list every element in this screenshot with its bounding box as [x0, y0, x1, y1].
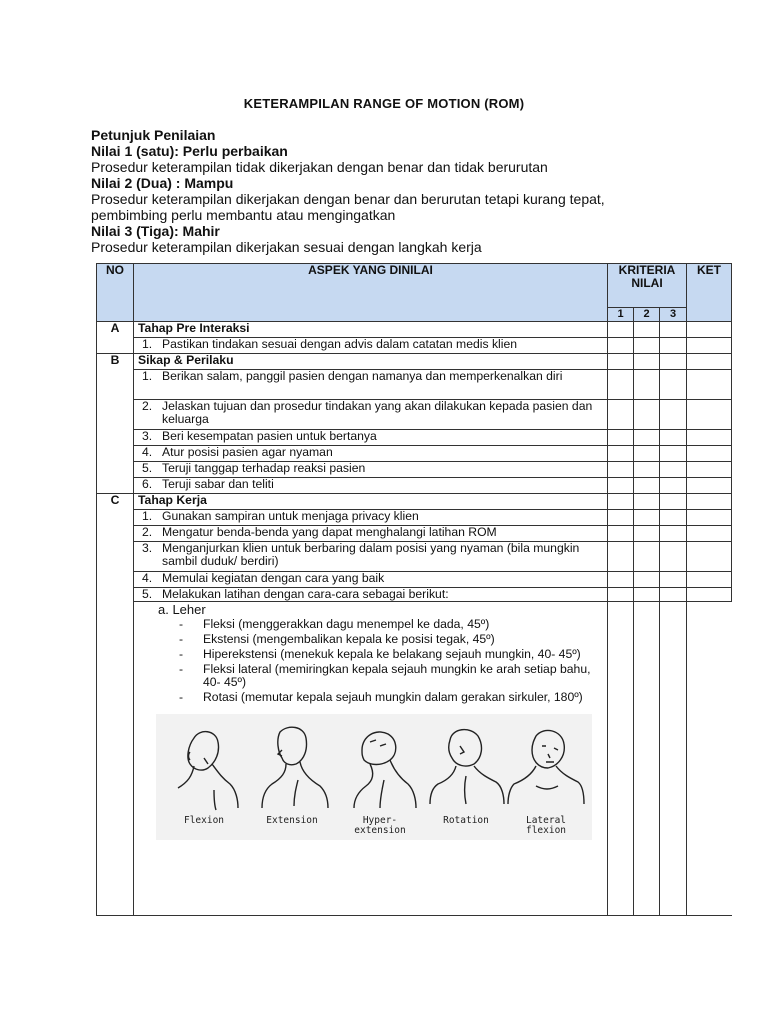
ket-cell[interactable]	[687, 354, 732, 370]
lateral-flexion-label-1: Lateral	[525, 815, 567, 826]
ket-cell[interactable]	[687, 430, 732, 446]
score-cell[interactable]	[608, 588, 634, 602]
ket-cell[interactable]	[687, 572, 732, 588]
score-cell[interactable]	[634, 510, 660, 526]
score-cell[interactable]	[608, 462, 634, 478]
rotation-label: Rotation	[443, 815, 489, 826]
item-text: Mengatur benda-benda yang dapat menghalangi latihan ROM	[162, 525, 497, 539]
item-cell	[134, 400, 608, 430]
score-cell[interactable]	[634, 572, 660, 588]
score-cell[interactable]	[634, 370, 660, 400]
score-cell[interactable]	[608, 354, 634, 370]
item-text: Teruji tanggap terhadap reaksi pasien	[162, 461, 366, 475]
item-text: Berikan salam, panggil pasien dengan namanya dan memperkenalkan diri	[162, 369, 563, 383]
movement-item	[138, 633, 603, 646]
section-a-title: Tahap Pre Interaksi	[134, 322, 608, 338]
ket-cell[interactable]	[687, 602, 732, 916]
ket-cell[interactable]	[687, 510, 732, 526]
dash-bullet: -	[179, 647, 184, 661]
header-aspek: ASPEK YANG DINILAI	[134, 264, 608, 322]
flexion-label: Flexion	[183, 815, 225, 826]
table-row	[97, 494, 732, 510]
lateral-flexion-figure	[506, 720, 586, 838]
item-text: Gunakan sampiran untuk menjaga privacy klien	[162, 509, 419, 523]
item-text: Beri kesempatan pasien untuk bertanya	[162, 429, 377, 443]
section-c-no: C	[97, 494, 134, 916]
item-cell	[134, 338, 608, 354]
item-text: Teruji sabar dan teliti	[162, 477, 274, 491]
score-cell[interactable]	[660, 602, 687, 916]
table-row	[97, 322, 732, 338]
score-cell[interactable]	[634, 338, 660, 354]
score-cell[interactable]	[660, 542, 687, 572]
score-1-description: Prosedur keterampilan tidak dikerjakan dengan benar dan tidak berurutan	[91, 159, 548, 175]
movement-text: Hiperekstensi (menekuk kepala ke belakang sejauh mungkin, 40- 45º)	[203, 647, 581, 661]
movement-item	[138, 648, 603, 661]
header-kriteria: KRITERIA	[618, 263, 676, 277]
extension-label: Extension	[266, 815, 318, 826]
item-number: 1.	[142, 509, 153, 523]
score-cell[interactable]	[608, 494, 634, 510]
movement-item	[138, 618, 603, 631]
item-number: 1.	[142, 369, 153, 383]
score-cell[interactable]	[634, 462, 660, 478]
header-ket: KET	[687, 264, 732, 322]
flexion-drawing	[164, 720, 244, 815]
item-cell	[134, 588, 608, 602]
score-cell[interactable]	[634, 446, 660, 462]
score-cell[interactable]	[608, 542, 634, 572]
score-cell[interactable]	[660, 354, 687, 370]
header-nilai: NILAI	[631, 276, 663, 290]
table-row	[97, 462, 732, 478]
score-cell[interactable]	[634, 430, 660, 446]
ket-cell[interactable]	[687, 494, 732, 510]
score-cell[interactable]	[634, 588, 660, 602]
ket-cell[interactable]	[687, 588, 732, 602]
item-text: Pastikan tindakan sesuai dengan advis dalam catatan medis klien	[162, 337, 518, 351]
hyperextension-drawing	[340, 720, 420, 815]
score-cell[interactable]	[660, 400, 687, 430]
movement-text: Rotasi (memutar kepala sejauh mungkin dalam gerakan sirkuler, 180º)	[203, 690, 583, 704]
score-cell[interactable]	[660, 446, 687, 462]
lateral-flexion-drawing	[506, 720, 586, 815]
score-3-label: Nilai 3 (Tiga): Mahir	[91, 223, 220, 239]
score-cell[interactable]	[634, 354, 660, 370]
hyperextension-figure	[340, 720, 420, 838]
dash-bullet: -	[179, 662, 184, 676]
ket-cell[interactable]	[687, 370, 732, 400]
score-cell[interactable]	[660, 572, 687, 588]
item-number: 1.	[142, 337, 153, 351]
ket-cell[interactable]	[687, 338, 732, 354]
header-score-3: 3	[660, 308, 687, 322]
item-number: 5.	[142, 587, 153, 601]
score-cell[interactable]	[634, 478, 660, 494]
ket-cell[interactable]	[687, 446, 732, 462]
item-number: 3.	[142, 541, 153, 555]
score-cell[interactable]	[634, 400, 660, 430]
score-cell[interactable]	[608, 510, 634, 526]
score-cell[interactable]	[660, 338, 687, 354]
table-row	[97, 370, 732, 400]
table-row	[97, 602, 732, 916]
table-row	[97, 572, 732, 588]
item-text: Atur posisi pasien agar nyaman	[162, 445, 333, 459]
item-cell	[134, 446, 608, 462]
score-3-description: Prosedur keterampilan dikerjakan sesuai dengan langkah kerja	[91, 239, 482, 255]
score-cell[interactable]	[634, 494, 660, 510]
table-row	[97, 446, 732, 462]
table-row	[97, 588, 732, 602]
assessment-instructions	[91, 127, 731, 255]
section-b-no: B	[97, 354, 134, 494]
item-number: 2.	[142, 399, 153, 413]
score-cell[interactable]	[608, 322, 634, 338]
document-title: KETERAMPILAN RANGE OF MOTION (ROM)	[243, 96, 525, 111]
table-row	[97, 430, 732, 446]
item-text: Memulai kegiatan dengan cara yang baik	[162, 571, 385, 585]
score-cell[interactable]	[634, 602, 660, 916]
item-number: 4.	[142, 445, 153, 459]
dash-bullet: -	[179, 632, 184, 646]
flexion-figure	[164, 720, 244, 838]
score-cell[interactable]	[660, 478, 687, 494]
table-row	[97, 526, 732, 542]
ket-cell[interactable]	[687, 400, 732, 430]
table-row	[97, 400, 732, 430]
ket-cell[interactable]	[687, 542, 732, 572]
score-cell[interactable]	[608, 430, 634, 446]
item-text: Jelaskan tujuan dan prosedur tindakan yang akan dilakukan kepada pasien dan keluarga	[162, 399, 593, 426]
instructions-heading: Petunjuk Penilaian	[91, 127, 216, 143]
item-number: 4.	[142, 571, 153, 585]
item-cell	[134, 478, 608, 494]
item-cell	[134, 462, 608, 478]
score-cell[interactable]	[660, 322, 687, 338]
movement-text: Ekstensi (mengembalikan kepala ke posisi tegak, 45º)	[203, 632, 495, 646]
hyperextension-label	[340, 816, 420, 836]
section-c-title: Tahap Kerja	[134, 494, 608, 510]
movement-text: Fleksi lateral (memiringkan kepala sejauh mungkin ke arah setiap bahu, 40- 45º)	[203, 662, 591, 689]
score-cell[interactable]	[634, 526, 660, 542]
item-number: 3.	[142, 429, 153, 443]
hyperextension-label-1: Hyper-	[362, 815, 398, 826]
score-2-label: Nilai 2 (Dua) : Mampu	[91, 175, 234, 191]
movement-item	[138, 663, 603, 689]
score-cell[interactable]	[660, 494, 687, 510]
score-cell[interactable]	[608, 602, 634, 916]
table-row	[97, 354, 732, 370]
lateral-flexion-label-2: flexion	[525, 825, 567, 836]
item-cell	[134, 430, 608, 446]
lateral-flexion-label	[506, 816, 586, 836]
ket-cell[interactable]	[687, 526, 732, 542]
item-cell	[134, 526, 608, 542]
score-cell[interactable]	[608, 526, 634, 542]
movement-item	[138, 691, 603, 704]
score-cell[interactable]	[608, 400, 634, 430]
item-number: 5.	[142, 461, 153, 475]
header-no: NO	[97, 264, 134, 322]
score-cell[interactable]	[608, 338, 634, 354]
score-1-label: Nilai 1 (satu): Perlu perbaikan	[91, 143, 288, 159]
neck-movement-illustration	[156, 714, 592, 840]
item-cell	[134, 542, 608, 572]
rotation-figure	[426, 720, 506, 838]
ket-cell[interactable]	[687, 462, 732, 478]
leher-label: a. Leher	[158, 602, 206, 617]
item-cell	[134, 510, 608, 526]
ket-cell[interactable]	[687, 322, 732, 338]
section-b-title: Sikap & Perilaku	[134, 354, 608, 370]
score-cell[interactable]	[634, 322, 660, 338]
score-cell[interactable]	[608, 478, 634, 494]
table-row	[97, 478, 732, 494]
header-kriteria-nilai	[608, 264, 687, 308]
ket-cell[interactable]	[687, 478, 732, 494]
score-cell[interactable]	[660, 588, 687, 602]
score-cell[interactable]	[608, 446, 634, 462]
extension-figure	[252, 720, 332, 838]
table-row	[97, 542, 732, 572]
score-cell[interactable]	[660, 430, 687, 446]
score-cell[interactable]	[608, 572, 634, 588]
table-row	[97, 510, 732, 526]
extension-drawing	[252, 720, 332, 815]
section-a-no: A	[97, 322, 134, 354]
item-number: 2.	[142, 525, 153, 539]
item-text: Menganjurkan klien untuk berbaring dalam posisi yang nyaman (bila mungkin sambil duduk/ berdiri)	[162, 541, 580, 568]
score-cell[interactable]	[660, 462, 687, 478]
leher-cell	[134, 602, 608, 916]
score-cell[interactable]	[608, 370, 634, 400]
item-text: Melakukan latihan dengan cara-cara sebagai berikut:	[162, 587, 449, 601]
score-2-description-line-2: pembimbing perlu membantu atau mengingatkan	[91, 207, 396, 223]
score-cell[interactable]	[634, 542, 660, 572]
rotation-drawing	[426, 720, 506, 815]
score-2-description-line-1: Prosedur keterampilan dikerjakan dengan benar dan berurutan tetapi kurang tepat,	[91, 191, 605, 207]
header-score-2: 2	[634, 308, 660, 322]
score-cell[interactable]	[660, 510, 687, 526]
header-score-1: 1	[608, 308, 634, 322]
item-number: 6.	[142, 477, 153, 491]
dash-bullet: -	[179, 690, 184, 704]
movement-text: Fleksi (menggerakkan dagu menempel ke dada, 45º)	[203, 617, 490, 631]
dash-bullet: -	[179, 617, 184, 631]
item-cell	[134, 370, 608, 400]
table-row	[97, 338, 732, 354]
score-cell[interactable]	[660, 370, 687, 400]
assessment-table	[96, 263, 732, 916]
hyperextension-label-2: extension	[354, 825, 406, 836]
score-cell[interactable]	[660, 526, 687, 542]
item-cell	[134, 572, 608, 588]
